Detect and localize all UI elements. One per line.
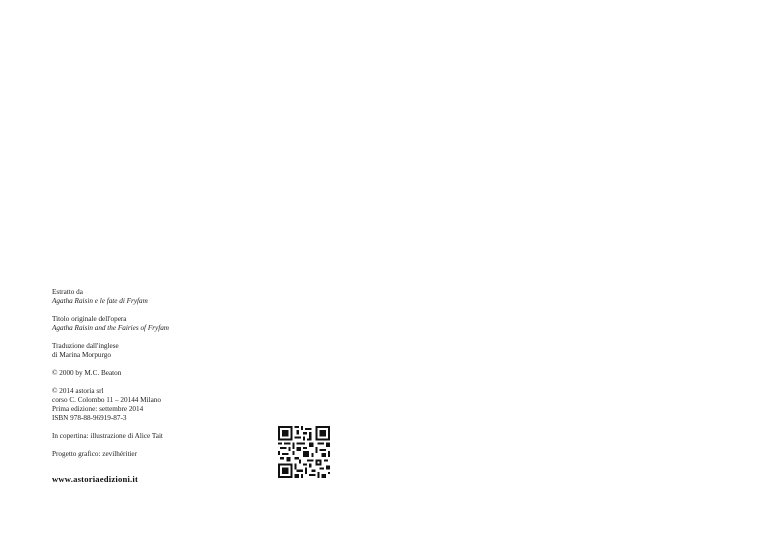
cover-credit: In copertina: illustrazione di Alice Tait [52,432,163,440]
colophon-publisher [52,387,282,423]
extract-label: Estratto da [52,288,83,296]
colophon-design-credit [52,450,282,459]
translation-label: Traduzione dall'inglese [52,342,119,350]
edition: Prima edizione: settembre 2014 [52,405,144,413]
copyright-author: © 2000 by M.C. Beaton [52,369,122,377]
colophon-translation [52,342,282,360]
colophon [52,288,282,468]
colophon-cover-credit [52,432,282,441]
publisher-website[interactable]: www.astoriaedizioni.it [52,474,139,484]
qr-code-icon [278,426,330,478]
publisher-address: corso C. Colombo 11 – 20144 Milano [52,396,161,404]
colophon-extract [52,288,282,306]
right-page [384,0,768,540]
design-credit: Progetto grafico: zevilhéritier [52,450,138,458]
extract-title: Agatha Raisin e le fate di Fryfam [52,297,148,305]
colophon-original-title [52,315,282,333]
translator: di Marina Morpurgo [52,351,111,359]
publisher-copyright: © 2014 astoria srl [52,387,104,395]
original-title-label: Titolo originale dell'opera [52,315,127,323]
left-page [0,0,384,540]
isbn: ISBN 978-88-96919-87-3 [52,414,127,422]
colophon-author-copyright [52,369,282,378]
original-title: Agatha Raisin and the Fairies of Fryfam [52,324,169,332]
